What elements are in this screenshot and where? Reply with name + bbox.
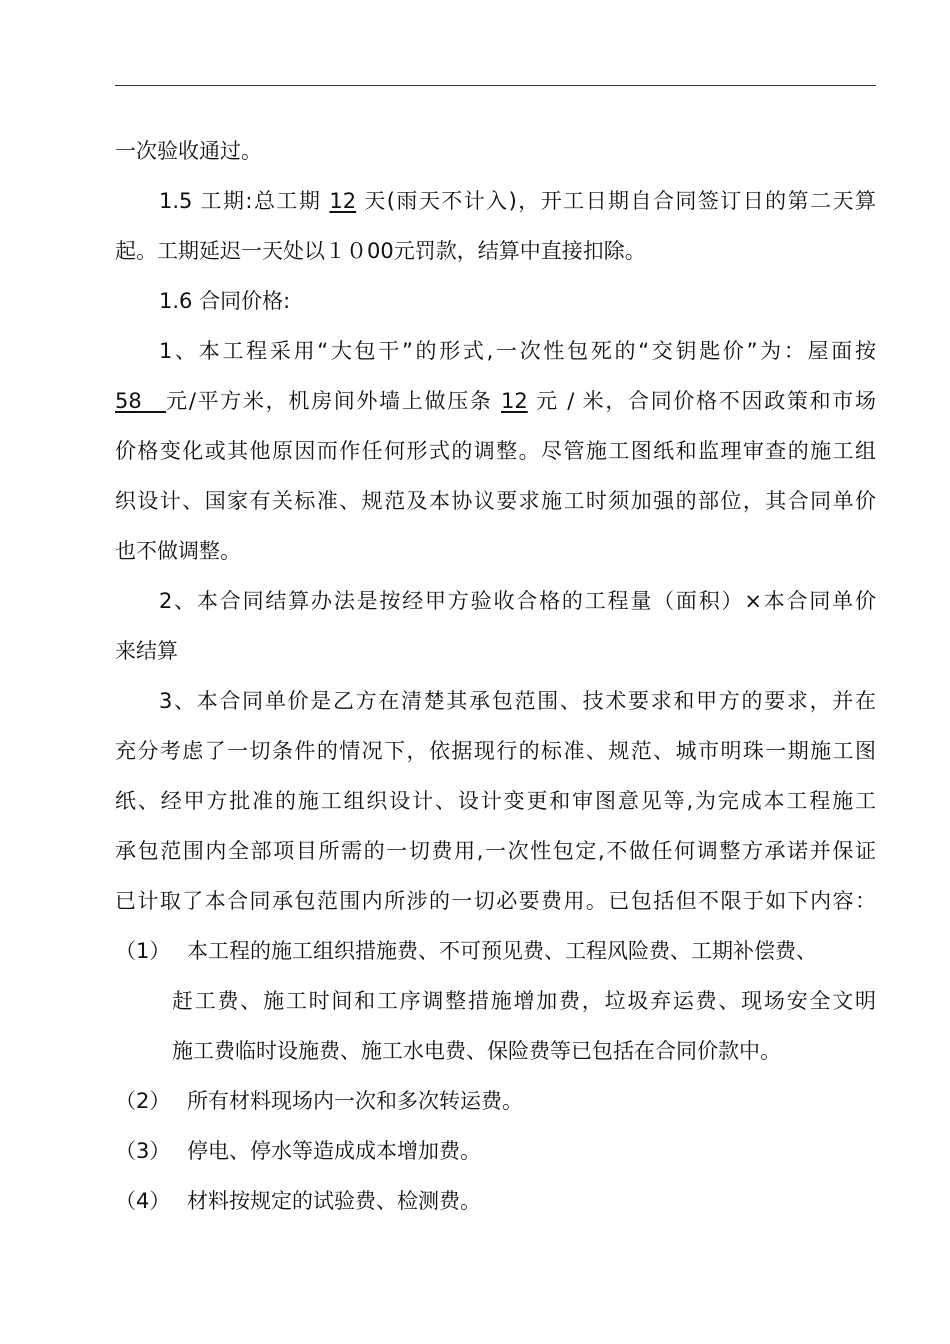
- list-item-text: 材料按规定的试验费、检测费。: [187, 1189, 481, 1213]
- text-line: 来结算: [115, 639, 178, 663]
- text-line: 充分考虑了一切条件的情况下，依据现行的标准、规范、城市明珠一期施工图: [115, 739, 876, 763]
- section-1-5-line: 1.5 工期:总工期 12 天(雨天不计入)，开工日期自合同签订日的第二天算: [159, 189, 876, 213]
- text-line: 承包范围内全部项目所需的一切费用,一次性包定,不做任何调整方承诺并保证: [115, 839, 876, 863]
- price-line: 58 元/平方米，机房间外墙上做压条 12 元 / 米，合同价格不因政策和市场: [115, 389, 876, 413]
- list-item-number: （4）: [115, 1189, 171, 1213]
- text-line: 3、本合同单价是乙方在清楚其承包范围、技术要求和甲方的要求，并在: [159, 689, 876, 713]
- list-item-text: 本工程的施工组织措施费、不可预见费、工程风险费、工期补偿费、: [187, 939, 817, 963]
- text-line: 一次验收通过。: [115, 139, 262, 163]
- text-line: 纸、经甲方批准的施工组织设计、设计变更和审图意见等,为完成本工程施工: [115, 789, 876, 813]
- list-item-number: （2）: [115, 1089, 171, 1113]
- text-line: 织设计、国家有关标准、规范及本协议要求施工时须加强的部位，其合同单价: [115, 489, 876, 513]
- list-item-number: （3）: [115, 1139, 171, 1163]
- text-line: 1、本工程采用“大包干”的形式,一次性包死的“交钥匙价”为：屋面按: [159, 339, 876, 363]
- list-item-number: （1）: [115, 939, 171, 963]
- text-line: 起。工期延迟一天处以１０00元罚款，结算中直接扣除。: [115, 239, 646, 263]
- text-line: 已计取了本合同承包范围内所涉的一切必要费用。已包括但不限于如下内容：: [115, 889, 876, 913]
- section-1-6-heading: 1.6 合同价格:: [159, 289, 291, 313]
- list-item-text: 停电、停水等造成成本增加费。: [187, 1139, 481, 1163]
- duration-value: 12: [329, 189, 357, 213]
- list-item-continuation: 赶工费、施工时间和工序调整措施增加费，垃圾弃运费、现场安全文明: [172, 989, 876, 1013]
- roof-price-value: 58: [115, 389, 167, 413]
- text-line: 也不做调整。: [115, 539, 241, 563]
- strip-price-value: 12: [501, 389, 528, 413]
- header-rule: [115, 85, 876, 86]
- list-item-continuation: 施工费临时设施费、施工水电费、保险费等已包括在合同价款中。: [172, 1039, 781, 1063]
- list-item-text: 所有材料现场内一次和多次转运费。: [187, 1089, 523, 1113]
- text-line: 价格变化或其他原因而作任何形式的调整。尽管施工图纸和监理审查的施工组: [115, 439, 876, 463]
- text-line: 2、本合同结算办法是按经甲方验收合格的工程量（面积）×本合同单价: [159, 589, 876, 613]
